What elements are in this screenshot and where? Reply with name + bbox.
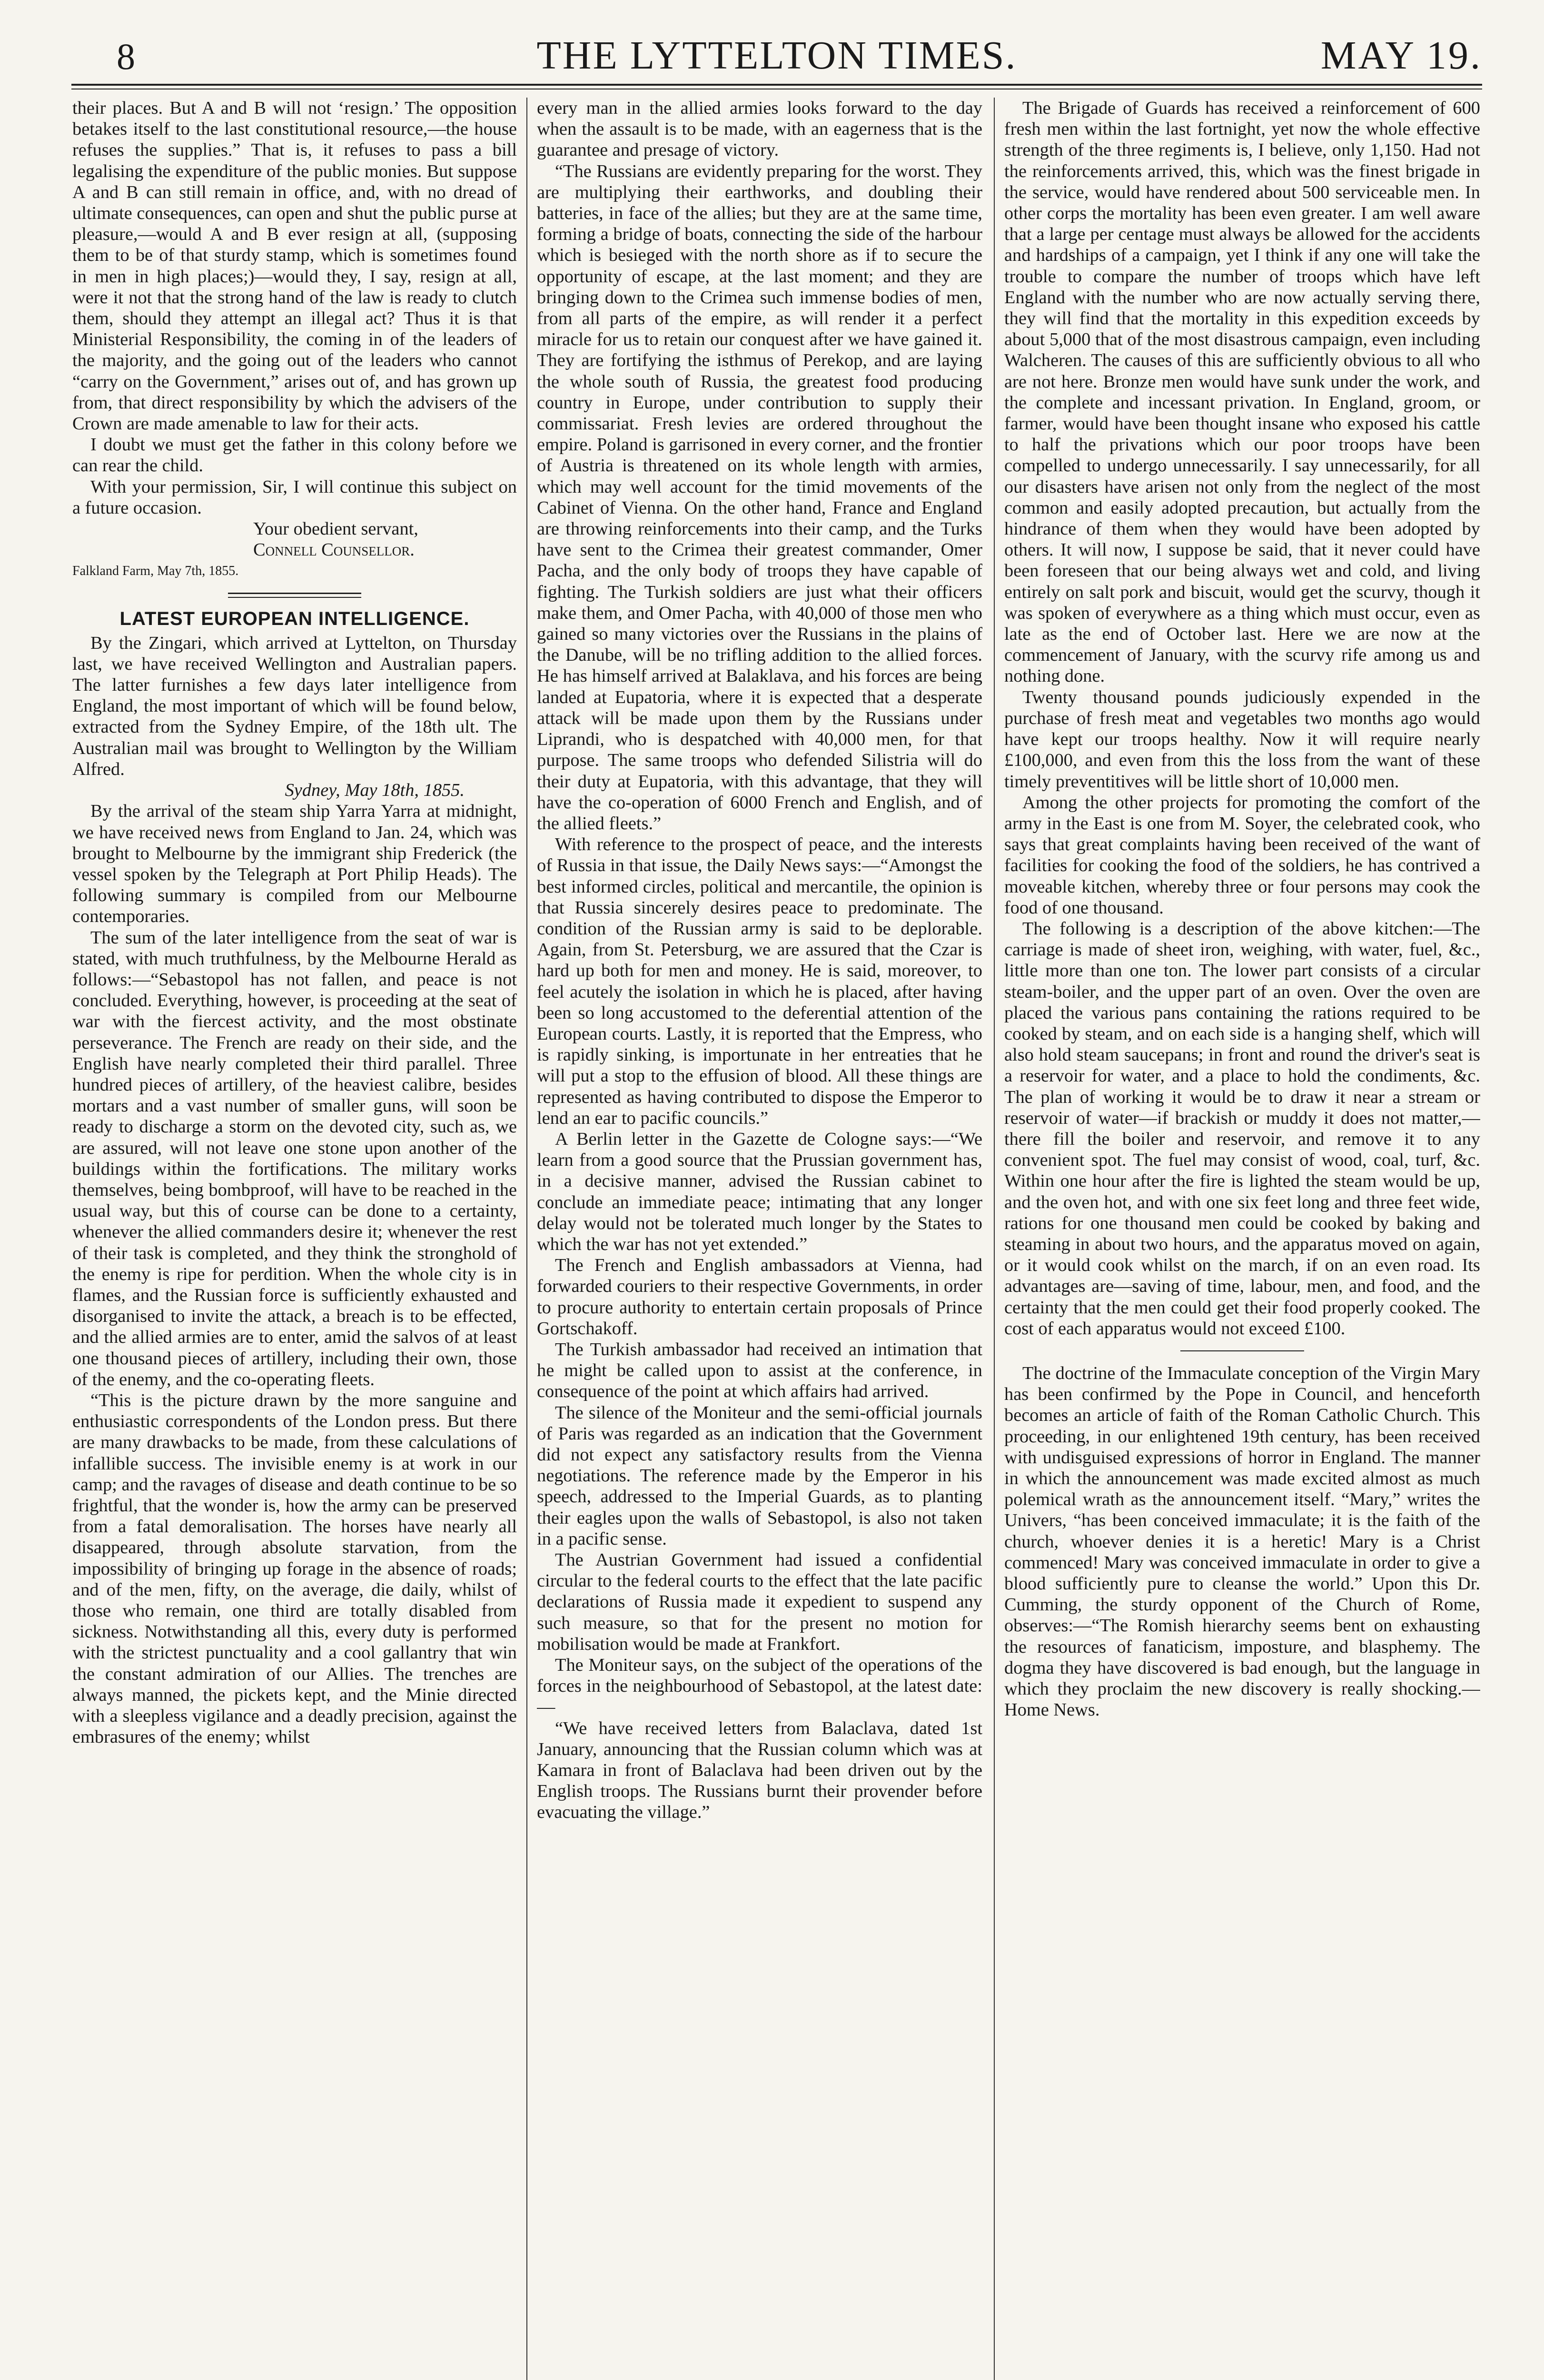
article-paragraph: The silence of the Moniteur and the semi-official journals of Paris was regarded as an indication that the Government did not expect any satisfactory results from the Vienna negotiations. The reference made by the Emperor in his speech, addressed to the Imperial Guards, as to planting their eagles upon the walls of Sebastopol, is also not taken in a pacific sense. bbox=[537, 1402, 982, 1549]
newspaper-title: THE LYTTELTON TIMES. bbox=[536, 33, 1017, 78]
article-paragraph: The Moniteur says, on the subject of the operations of the forces in the neighbourhood of Sebastopol, at the latest date:— bbox=[537, 1655, 982, 1717]
letter-signature: Connell Counsellor. bbox=[253, 540, 415, 560]
column-divider bbox=[994, 98, 995, 2380]
article-paragraph: The doctrine of the Immaculate conception of the Virgin Mary has been confirmed by the Pope in Council, and henceforth becomes an article of faith of the Roman Catholic Church. This proceeding, in our enlightened 19th century, has been received with undisguised expressions of horror in England. The manner in which the announcement was made excited almost as much polemical wrath as the announcement itself. “Mary,” writes the Univers, “has been conceived immaculate; it is the faith of the church, whoever denies it is a heretic! Mary is a Christ commenced! Mary was conceived immaculate in order to give a blood sufficiently pure to cleanse the world.” Upon this Dr. Cumming, the sturdy opponent of the Church of Rome, observes:—“The Romish hierarchy seems bent on exhausting the resources of fanaticism, imposture, and blasphemy. The dogma they have discovered is bad enough, but the language in which they proclaim the new discovery is really shocking.—Home News. bbox=[1004, 1363, 1480, 1720]
issue-date: MAY 19. bbox=[1320, 33, 1482, 78]
article-paragraph: their places. But A and B will not ‘resign.’ The opposition betakes itself to the last constitutional resource,—the house refuses the supplies.” That is, it refuses to pass a bill legalising the expenditure of the public monies. But suppose A and B can still remain in office, and, with no dread of ultimate consequences, can open and shut the public purse at pleasure,—would A and B ever resign at all, (supposing them to be of that sturdy stamp, which is sometimes found in men in high places;)—would they, I say, resign at all, were it not that the strong hand of the law is ready to clutch them, should they attempt an illegal act? Thus it is that Ministerial Responsibility, the coming in of the leaders of the majority, and the going out of the leaders who cannot “carry on the Government,” arises out of, and has grown up from, that direct responsibility by which the advisers of the Crown are made amenable to law for their acts. bbox=[72, 98, 517, 434]
section-rule bbox=[1180, 1350, 1304, 1351]
article-paragraph: Among the other projects for promoting the comfort of the army in the East is one from M. Soyer, the celebrated cook, who says that great complaints having been received of the want of facilities for cooking the food of the soldiers, he has contrived a moveable kitchen, whereby three or four persons may cook the food of one thousand. bbox=[1004, 792, 1480, 918]
page-number: 8 bbox=[117, 36, 135, 77]
article-paragraph: The Austrian Government had issued a confidential circular to the federal courts to the effect that the late pacific declarations of Russia made it expedient to suspend any such measure, so that for the present no motion for mobilisation would be made at Frankfort. bbox=[537, 1550, 982, 1654]
article-paragraph: The French and English ambassadors at Vienna, had forwarded couriers to their respective Governments, in order to procure authority to entertain certain proposals of Prince Gortschakoff. bbox=[537, 1255, 982, 1339]
masthead-rule bbox=[71, 84, 1482, 86]
section-heading: LATEST EUROPEAN INTELLIGENCE. bbox=[119, 608, 470, 630]
column-divider bbox=[526, 98, 527, 2380]
dateline: Sydney, May 18th, 1855. bbox=[285, 780, 465, 801]
article-paragraph: With your permission, Sir, I will continue this subject on a future occasion. bbox=[72, 476, 517, 518]
article-paragraph: The sum of the later intelligence from the seat of war is stated, with much truthfulness, by the Melbourne Herald as follows:—“Sebastopol has not fallen, and peace is not concluded. Everything, however, is proceeding at the seat of war with the fiercest activity, and the most obstinate perseverance. The French are ready on their side, and the English have nearly completed their third parallel. Three hundred pieces of artillery, of the heaviest calibre, besides mortars and a vast number of smaller guns, will soon be ready to discharge a storm on the devoted city, such as, we are assured, will not leave one stone upon another of the buildings within the fortifications. The military works themselves, being bombproof, will have to be reached in the usual way, but this of course can be done to a certainty, whenever the allied commanders desire it; whenever the rest of their task is completed, and they think the stronghold of the enemy is ripe for perdition. When the whole city is in flames, and the Russian force is sufficiently exhausted and disorganised to invite the attack, a breach is to be effected, and the allied armies are to enter, amid the salvos of at least one thousand pieces of artillery, including their own, those of the enemy, and the co-operating fleets. bbox=[72, 927, 517, 1389]
article-paragraph: Twenty thousand pounds judiciously expended in the purchase of fresh meat and vegetables two months ago would have kept our troops healthy. Now it will require nearly £100,000, and even from this the loss from the want of these timely preventitives will be little short of 10,000 men. bbox=[1004, 687, 1480, 792]
article-paragraph: By the Zingari, which arrived at Lyttelton, on Thursday last, we have received Wellington and Australian papers. The latter furnishes a few days later intelligence from England, the most important of which will be found below, extracted from the Sydney Empire, of the 18th ult. The Australian mail was brought to Wellington by the William Alfred. bbox=[72, 633, 517, 779]
section-rule bbox=[228, 593, 361, 594]
letter-address: Falkland Farm, May 7th, 1855. bbox=[72, 564, 239, 579]
article-paragraph: By the arrival of the steam ship Yarra Yarra at midnight, we have received news from England to Jan. 24, which was brought to Melbourne by the immigrant ship Frederick (the vessel spoken by the Telegraph at Port Philip Heads). The following summary is compiled from our Melbourne contemporaries. bbox=[72, 801, 517, 927]
article-paragraph: “We have received letters from Balaclava, dated 1st January, announcing that the Russian column which was at Kamara in front of Balaclava had been driven out by the English troops. The Russians burnt their provender before evacuating the village.” bbox=[537, 1718, 982, 1823]
article-paragraph: A Berlin letter in the Gazette de Cologne says:—“We learn from a good source that the Prussian government has, in a decisive manner, advised the Russian cabinet to conclude an immediate peace; intimating that any longer delay would not be tolerated much longer by the States to which the war has not yet extended.” bbox=[537, 1129, 982, 1254]
article-paragraph: I doubt we must get the father in this colony before we can rear the child. bbox=[72, 435, 517, 476]
article-paragraph: With reference to the prospect of peace, and the interests of Russia in that issue, the Daily News says:—“Amongst the best informed circles, political and mercantile, the opinion is that Russia sincerely desires peace to predominate. The condition of the Russian army is said to be deplorable. Again, from St. Petersburg, we are assured that the Czar is hard up both for men and money. He is said, moreover, to feel acutely the isolation in which he is placed, after having been so long accustomed to the deferential attention of the European courts. Lastly, it is reported that the Empress, who is rapidly sinking, is importunate in her entreaties that he will put a stop to the effusion of blood. All these things are represented as having contributed to dispose the Emperor to lend an ear to pacific councils.” bbox=[537, 834, 982, 1128]
column-2 bbox=[537, 98, 982, 2380]
article-paragraph: “The Russians are evidently preparing for the worst. They are multiplying their earthworks, and doubling their batteries, in face of the allies; but they are at the same time, forming a bridge of boats, connecting the side of the harbour which is besieged with the north shore as if to secure the opportunity of escape, at the last moment; and they are bringing down to the Crimea such immense bodies of men, from all parts of the empire, as will render it a perfect miracle for us to retain our conquest after we have gained it. They are fortifying the isthmus of Perekop, and are laying the whole south of Russia, the greatest food producing country in Europe, under contribution to supply their commissariat. Fresh levies are ordered throughout the empire. Poland is garrisoned in every corner, and the frontier of Austria is threatened on its whole length with armies, which may well account for the timid movements of the Cabinet of Vienna. On the other hand, France and England are throwing reinforcements into their camp, and the Turks have sent to the Crimea their greatest commander, Omer Pacha, and the only body of troops they have capable of fighting. The Turkish soldiers are just what their officers make them, and Omer Pacha, with 40,000 of those men who gained so many victories over the Russians in the plains of the Danube, will be no trifling addition to the allied forces. He has himself arrived at Balaklava, and his forces are being landed at Eupatoria, where it is expected that a desperate attack will be made upon them by the Russians under Liprandi, who is despatched with 40,000 men, for that purpose. The same troops who defended Silistria will do their duty at Eupatoria, with this advantage, that they will have the co-operation of 6000 French and English, and of the allied fleets.” bbox=[537, 161, 982, 833]
section-rule bbox=[228, 597, 361, 598]
column-1 bbox=[72, 98, 517, 2380]
article-paragraph: The Brigade of Guards has received a reinforcement of 600 fresh men within the last fortnight, yet now the whole effective strength of the three regiments is, I believe, only 1,150. Had not the reinforcements arrived, this, which was the finest brigade in the service, would have rendered about 500 serviceable men. In other corps the mortality has been even greater. I am well aware that a large per centage must always be allowed for the accidents and hardships of a campaign, yet I think if any one will take the trouble to compare the number of troops which have left England with the number who are now actually serving there, they will find that the mortality in this expedition exceeds by about 5,000 that of the most disastrous campaign, even including Walcheren. The causes of this are sufficiently obvious to all who are not here. Bronze men would have sunk under the work, and the complete and incessant privation. In England, groom, or farmer, would have been thought insane who exposed his cattle to half the privations which our poor troops have been compelled to undergo unnecessarily. I say unnecessarily, for all our disasters have arisen not only from the neglect of the most common and easily adopted precaution, but actually from the hindrance of them when they would have been adopted by others. It will now, I suppose be said, that it never could have been foreseen that our being always wet and cold, and living entirely on salt pork and biscuit, would get the scurvy, though it was spoken of everywhere as a thing which must occur, even as late as the end of October last. Here we are now at the commencement of January, with the scurvy rife among us and nothing done. bbox=[1004, 98, 1480, 686]
article-paragraph: The Turkish ambassador had received an intimation that he might be called upon to assist at the conference, in consequence of the point at which affairs had arrived. bbox=[537, 1339, 982, 1402]
column-3 bbox=[1004, 98, 1480, 2380]
article-paragraph: “This is the picture drawn by the more sanguine and enthusiastic correspondents of the London press. But there are many drawbacks to be made, from these calculations of infallible success. The invisible enemy is at work in our camp; and the ravages of disease and death continue to be so frightful, that the wonder is, how the army can be preserved from a fatal demoralisation. The horses have nearly all disappeared, through absolute starvation, from the impossibility of bringing up forage in the absence of roads; and of the men, fifty, on the average, die daily, whilst of those who remain, one third are totally disabled from sickness. Notwithstanding all this, every duty is performed with the strictest punctuality and a cool gallantry that win the constant admiration of our Allies. The trenches are always manned, the pickets kept, and the Minie directed with a sleepless vigilance and a deadly precision, against the embrasures of the enemy; whilst bbox=[72, 1390, 517, 1747]
letter-sign-off: Your obedient servant, bbox=[253, 519, 418, 539]
masthead bbox=[71, 32, 1482, 89]
article-paragraph: The following is a description of the above kitchen:—The carriage is made of sheet iron, weighing, with water, fuel, &c., little more than one ton. The lower part consists of a circular steam-boiler, and the upper part of an oven. Over the oven are placed the various pans containing the rations required to be cooked by steam, and on each side is a hanging shelf, which will also hold steam saucepans; in front and round the driver's seat is a reservoir for water, and a place to hold the condiments, &c. The plan of working it would be to draw it near a stream or reservoir of water—if brackish or muddy it does not matter,— there fill the boiler and reservoir, and remove it to any convenient spot. The fuel may consist of wood, coal, turf, &c. Within one hour after the fire is lighted the steam would be up, and the oven hot, and with one six feet long and three feet wide, rations for one thousand men could be cooked by baking and steaming in about two hours, and the apparatus moved on again, or it would cook whilst on the march, if on an even road. Its advantages are—saving of time, labour, men, and food, and the certainty that the men could get their food properly cooked. The cost of each apparatus would not exceed £100. bbox=[1004, 918, 1480, 1339]
article-paragraph: every man in the allied armies looks forward to the day when the assault is to be made, with an eagerness that is the guarantee and presage of victory. bbox=[537, 98, 982, 160]
